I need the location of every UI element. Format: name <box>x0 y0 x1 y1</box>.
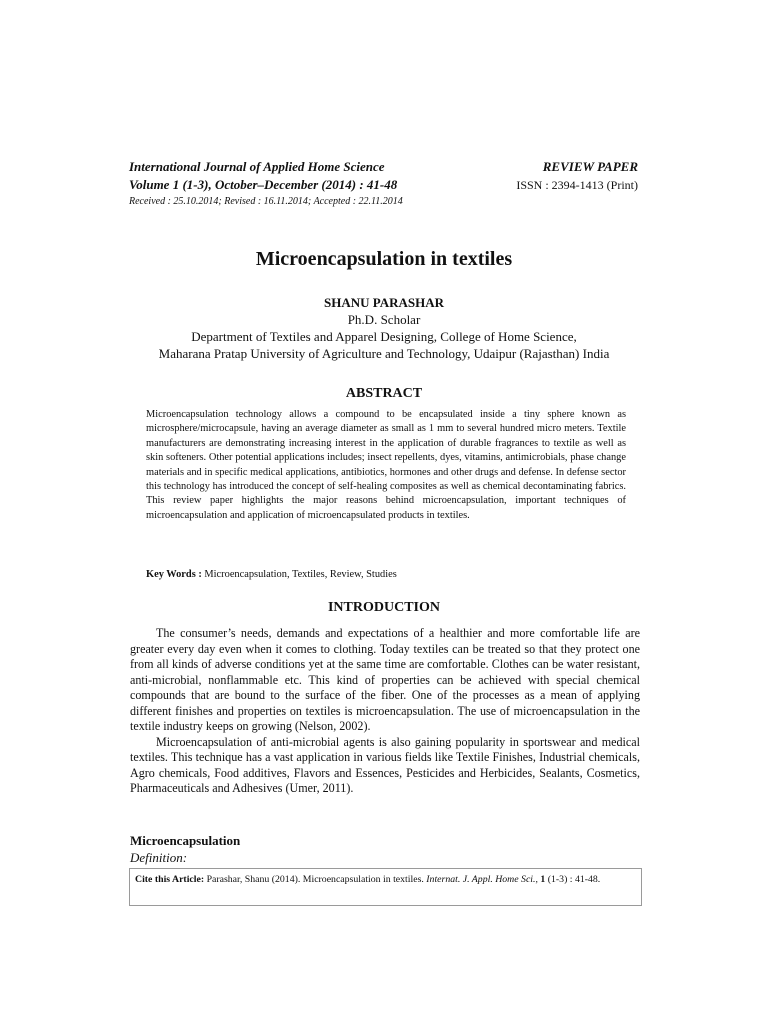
author-block <box>0 294 768 362</box>
keywords-list: Microencapsulation, Textiles, Review, Studies <box>204 569 397 580</box>
issn: ISSN : 2394-1413 (Print) <box>516 178 638 192</box>
journal-volume: Volume 1 (1-3), October–December (2014) : 41-48 <box>129 177 398 192</box>
journal-name: International Journal of Applied Home Science <box>129 159 385 174</box>
introduction-paragraph: Microencapsulation of anti-microbial agents is also gaining popularity in sportswear and medical textiles. This technique has a vast application in various fields like Textile Finishes, Industrial chemicals, Agro chemicals, Food additives, Flavors and Essences, Pesticides and Herbicides, Sealants, Cosmetics, Pharmaceuticals and Adhesives (Umer, 2011). <box>130 734 640 795</box>
citation-journal: Internat. J. Appl. Home Sci., <box>426 874 538 885</box>
citation-label: Cite this Article: <box>135 874 205 885</box>
introduction-heading: INTRODUCTION <box>327 600 440 615</box>
introduction-paragraph: The consumer’s needs, demands and expectations of a healthier and more comfortable life are greater every day even when it comes to clothing. Today textiles can be treated so that they protect one from all kinds of adverse conditions yet at the same time are comfortable. Clothes can be water resistant, anti-microbial, nonflammable etc. This kind of properties can be achieved with special chemical compounds that are bound to the surface of the fiber. One of the processes as a mean of applying different finishes and properties on textiles is microencapsulation. The use of microencapsulation in the textile industry keeps on growing (Nelson, 2002). <box>130 626 640 733</box>
paper-type-block <box>438 158 638 194</box>
introduction-body <box>130 626 640 797</box>
author-department: Department of Textiles and Apparel Designing, College of Home Science, <box>191 329 577 344</box>
citation-text: Parashar, Shanu (2014). Microencapsulation in textiles. <box>206 874 424 885</box>
paper-title: Microencapsulation in textiles <box>255 248 513 270</box>
abstract-heading: ABSTRACT <box>345 386 423 401</box>
journal-header <box>129 158 459 210</box>
section-heading: Microencapsulation <box>130 833 241 848</box>
citation-pages: (1-3) : 41-48. <box>547 874 601 885</box>
keywords <box>146 568 626 582</box>
author-name: SHANU PARASHAR <box>323 295 444 310</box>
citation-box <box>129 868 642 906</box>
author-university: Maharana Pratap University of Agriculture and Technology, Udaipur (Rajasthan) India <box>158 346 610 361</box>
abstract-text: Microencapsulation technology allows a compound to be encapsulated inside a tiny sphere known as microsphere/microcapsule, having an average diameter as small as 1 mm to several hundred micro meters. Textile manufacturers are demonstrating increasing interest in the application of durable fragrances to textile as well as skin softeners. Other potential applications includes; insect repellents, dyes, vitamins, antimicrobials, phase change materials and in specific medical applications, antibiotics, hormones and other drugs and defense. In defense sector this technology has introduced the concept of self-healing composites as well as chemical decontaminating fabrics. This review paper highlights the major reasons behind microencapsulation, important techniques of microencapsulation and application of microencapsulated products in textiles. <box>146 409 626 521</box>
author-position: Ph.D. Scholar <box>347 312 421 327</box>
submission-dates: Received : 25.10.2014; Revised : 16.11.2014; Accepted : 22.11.2014 <box>129 196 403 207</box>
paper-type: REVIEW PAPER <box>542 159 638 174</box>
citation-volume: 1 <box>540 874 546 885</box>
keywords-label: Key Words : <box>146 569 202 580</box>
section-subheading: Definition: <box>130 850 188 865</box>
